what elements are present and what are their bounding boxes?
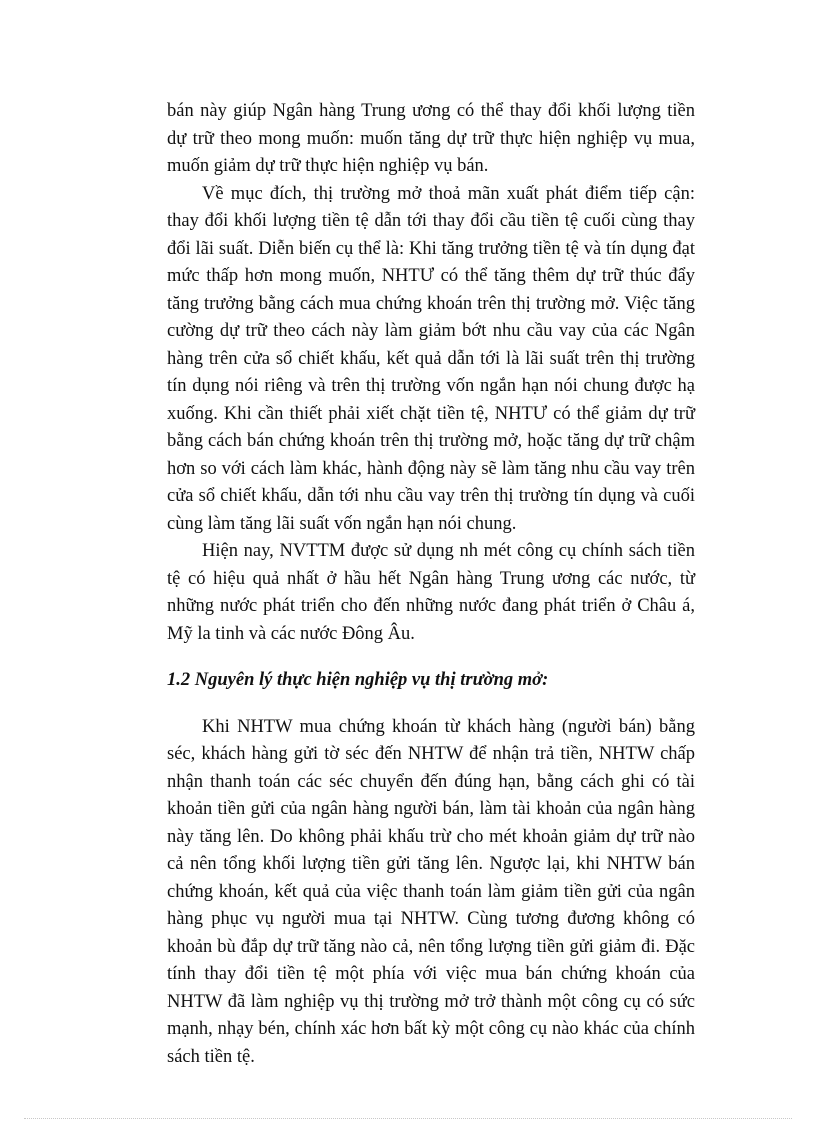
paragraph-principle: Khi NHTW mua chứng khoán từ khách hàng (người bán) bằng séc, khách hàng gửi tờ séc đến NHTW để nhận trả tiền, NHTW chấp nhận thanh toán các séc chuyển đến đúng hạn, bằng cách ghi có tài khoản tiền gửi của ngân hàng người bán, làm tài khoản của ngân hàng này tăng lên. Do không phải khấu trừ cho mét khoản giảm dự trữ nào cả nên tổng khối lượng tiền gửi tăng lên. Ngược lại, khi NHTW bán chứng khoán, kết quả của việc thanh toán làm giảm tiền gửi của ngân hàng phục vụ người mua tại NHTW. Cùng tương đương không có khoản bù đắp dự trữ tăng nào cả, nên tổng lượng tiền gửi giảm đi. Đặc tính thay đổi tiền tệ một phía với việc mua bán chứng khoán của NHTW đã làm nghiệp vụ thị trường mở trở thành một công cụ có sức mạnh, nhạy bén, chính xác hơn bất kỳ một công cụ nào khác của chính sách tiền tệ.	[167, 716, 695, 1067]
page-bottom-rule	[24, 1118, 792, 1119]
paragraph-purpose: Về mục đích, thị trường mở thoả mãn xuất phát điểm tiếp cận: thay đổi khối lượng tiền tệ dẫn tới thay đổi cầu tiền tệ cuối cùng thay đổi lãi suất. Diễn biến cụ thể là: Khi tăng trưởng tiền tệ và tín dụng đạt mức thấp hơn mong muốn, NHTƯ có thể tăng thêm dự trữ thúc đẩy tăng trưởng bằng cách mua chứng khoán trên thị trường mở. Việc tăng cường dự trữ theo cách này làm giảm bớt nhu cầu vay của các Ngân hàng trên cửa sổ chiết khấu, kết quả dẫn tới là lãi suất trên thị trường tín dụng nói riêng và trên thị trường vốn ngắn hạn nói chung được hạ xuống. Khi cần thiết phải xiết chặt tiền tệ, NHTƯ có thể giảm dự trữ bằng cách bán chứng khoán trên thị trường mở, hoặc tăng dự trữ chậm hơn so với cách làm khác, hành động này sẽ làm tăng nhu cầu vay trên cửa sổ chiết khấu, dẫn tới nhu cầu vay trên thị trường tín dụng và cuối cùng làm tăng lãi suất vốn ngắn hạn nói chung.	[167, 183, 695, 534]
section-heading: 1.2 Nguyên lý thực hiện nghiệp vụ thị trường mở:	[167, 670, 549, 690]
paragraph-current-usage: Hiện nay, NVTTM được sử dụng nh mét công cụ chính sách tiền tệ có hiệu quả nhất ở hầu hết Ngân hàng Trung ương các nước, từ những nước phát triển cho đến những nước đang phát triển ở Châu á, Mỹ la tinh và các nước Đông Âu.	[167, 541, 695, 644]
document-body	[167, 98, 695, 1071]
paragraph-continuation: bán này giúp Ngân hàng Trung ương có thể thay đổi khối lượng tiền dự trữ theo mong muốn: muốn tăng dự trữ thực hiện nghiệp vụ mua, muốn giảm dự trữ thực hiện nghiệp vụ bán.	[167, 101, 695, 176]
